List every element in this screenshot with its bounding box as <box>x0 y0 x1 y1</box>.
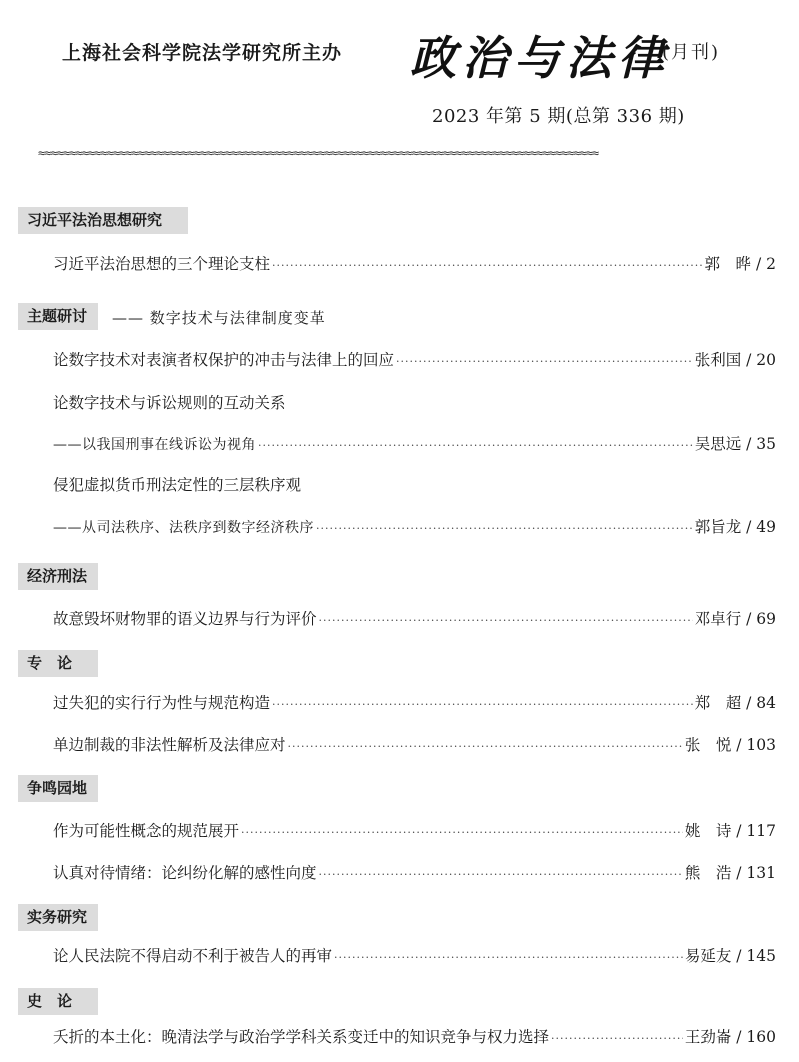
toc-entry[interactable] <box>53 819 776 841</box>
article-subtitle: ——从司法秩序、法秩序到数字经济秩序 <box>53 520 314 536</box>
article-title: 故意毁坏财物罪的语义边界与行为评价 <box>53 610 317 628</box>
author-page: 邓卓行 / 69 <box>694 610 776 628</box>
toc-entry[interactable] <box>53 733 776 755</box>
leader-dots <box>241 826 683 839</box>
section-header-history: 史 论 <box>18 988 98 1015</box>
article-title: 单边制裁的非法性解析及法律应对 <box>53 736 286 754</box>
journal-masthead: 政治与法律 <box>410 31 670 85</box>
author-page: 郑 超 / 84 <box>694 694 776 712</box>
article-title: 论人民法院不得启动不利于被告人的再审 <box>53 947 333 965</box>
section-header-practice-research: 实务研究 <box>18 904 98 931</box>
leader-dots <box>319 614 693 627</box>
toc-entry[interactable] <box>53 515 776 537</box>
author-page: 王劲崙 / 160 <box>684 1028 776 1046</box>
section-header-debate: 争鸣园地 <box>18 775 98 802</box>
article-title[interactable]: 论数字技术与诉讼规则的互动关系 <box>53 394 286 412</box>
toc-entry[interactable] <box>53 944 776 966</box>
author-page: 熊 浩 / 131 <box>684 864 776 882</box>
sponsor-line: 上海社会科学院法学研究所主办 <box>62 42 343 64</box>
author-page: 张利国 / 20 <box>694 351 776 369</box>
article-title: 论数字技术对表演者权保护的冲击与法律上的回应 <box>53 351 395 369</box>
leader-dots <box>334 951 683 964</box>
article-title: 认真对待情绪：论纠纷化解的感性向度 <box>53 864 317 882</box>
toc-entry[interactable] <box>53 348 776 370</box>
author-page: 张 悦 / 103 <box>684 736 776 754</box>
toc-entry[interactable] <box>53 432 776 454</box>
leader-dots <box>551 1032 683 1045</box>
article-subtitle: ——以我国刑事在线诉讼为视角 <box>53 437 256 453</box>
toc-entry[interactable] <box>53 252 776 274</box>
article-title: 习近平法治思想的三个理论支柱 <box>53 255 271 273</box>
toc-entry[interactable] <box>53 607 776 629</box>
section-header-theme: 主题研讨 <box>18 303 98 330</box>
article-title: 作为可能性概念的规范展开 <box>53 822 240 840</box>
leader-dots <box>272 698 693 711</box>
decorative-divider: ≈≈≈≈≈≈≈≈≈≈≈≈≈≈≈≈≈≈≈≈≈≈≈≈≈≈≈≈≈≈≈≈≈≈≈≈≈≈≈≈≈≈≈≈≈≈≈≈≈≈≈≈≈≈≈≈≈≈≈≈≈≈≈≈≈≈≈≈≈≈≈≈≈≈≈≈≈≈≈≈≈≈≈≈≈≈≈≈≈≈ <box>38 146 599 160</box>
leader-dots <box>319 868 683 881</box>
author-page: 郭 晔 / 2 <box>704 255 776 273</box>
author-page: 易延友 / 145 <box>684 947 776 965</box>
section-header-xi-thought: 习近平法治思想研究 <box>18 207 188 234</box>
article-title: 夭折的本土化：晚清法学与政治学学科关系变迁中的知识竞争与权力选择 <box>53 1028 550 1046</box>
article-title[interactable]: 侵犯虚拟货币刑法定性的三层秩序观 <box>53 476 302 494</box>
section-header-economic-criminal-law: 经济刑法 <box>18 563 98 590</box>
issue-number: 2023 年第 5 期(总第 336 期) <box>432 106 685 127</box>
section-header-special-topics: 专 论 <box>18 650 98 677</box>
leader-dots <box>258 439 693 452</box>
theme-subtitle: —— 数字技术与法律制度变革 <box>112 309 326 327</box>
toc-entry[interactable] <box>53 691 776 713</box>
author-page: 姚 诗 / 117 <box>684 822 776 840</box>
leader-dots <box>316 522 693 535</box>
frequency-label: (月刊) <box>662 42 721 63</box>
author-page: 吴思远 / 35 <box>694 435 776 453</box>
author-page: 郭旨龙 / 49 <box>694 518 776 536</box>
toc-entry[interactable] <box>53 1025 776 1047</box>
leader-dots <box>396 355 693 368</box>
leader-dots <box>288 740 683 753</box>
toc-entry[interactable] <box>53 861 776 883</box>
leader-dots <box>272 259 703 272</box>
article-title: 过失犯的实行行为性与规范构造 <box>53 694 271 712</box>
